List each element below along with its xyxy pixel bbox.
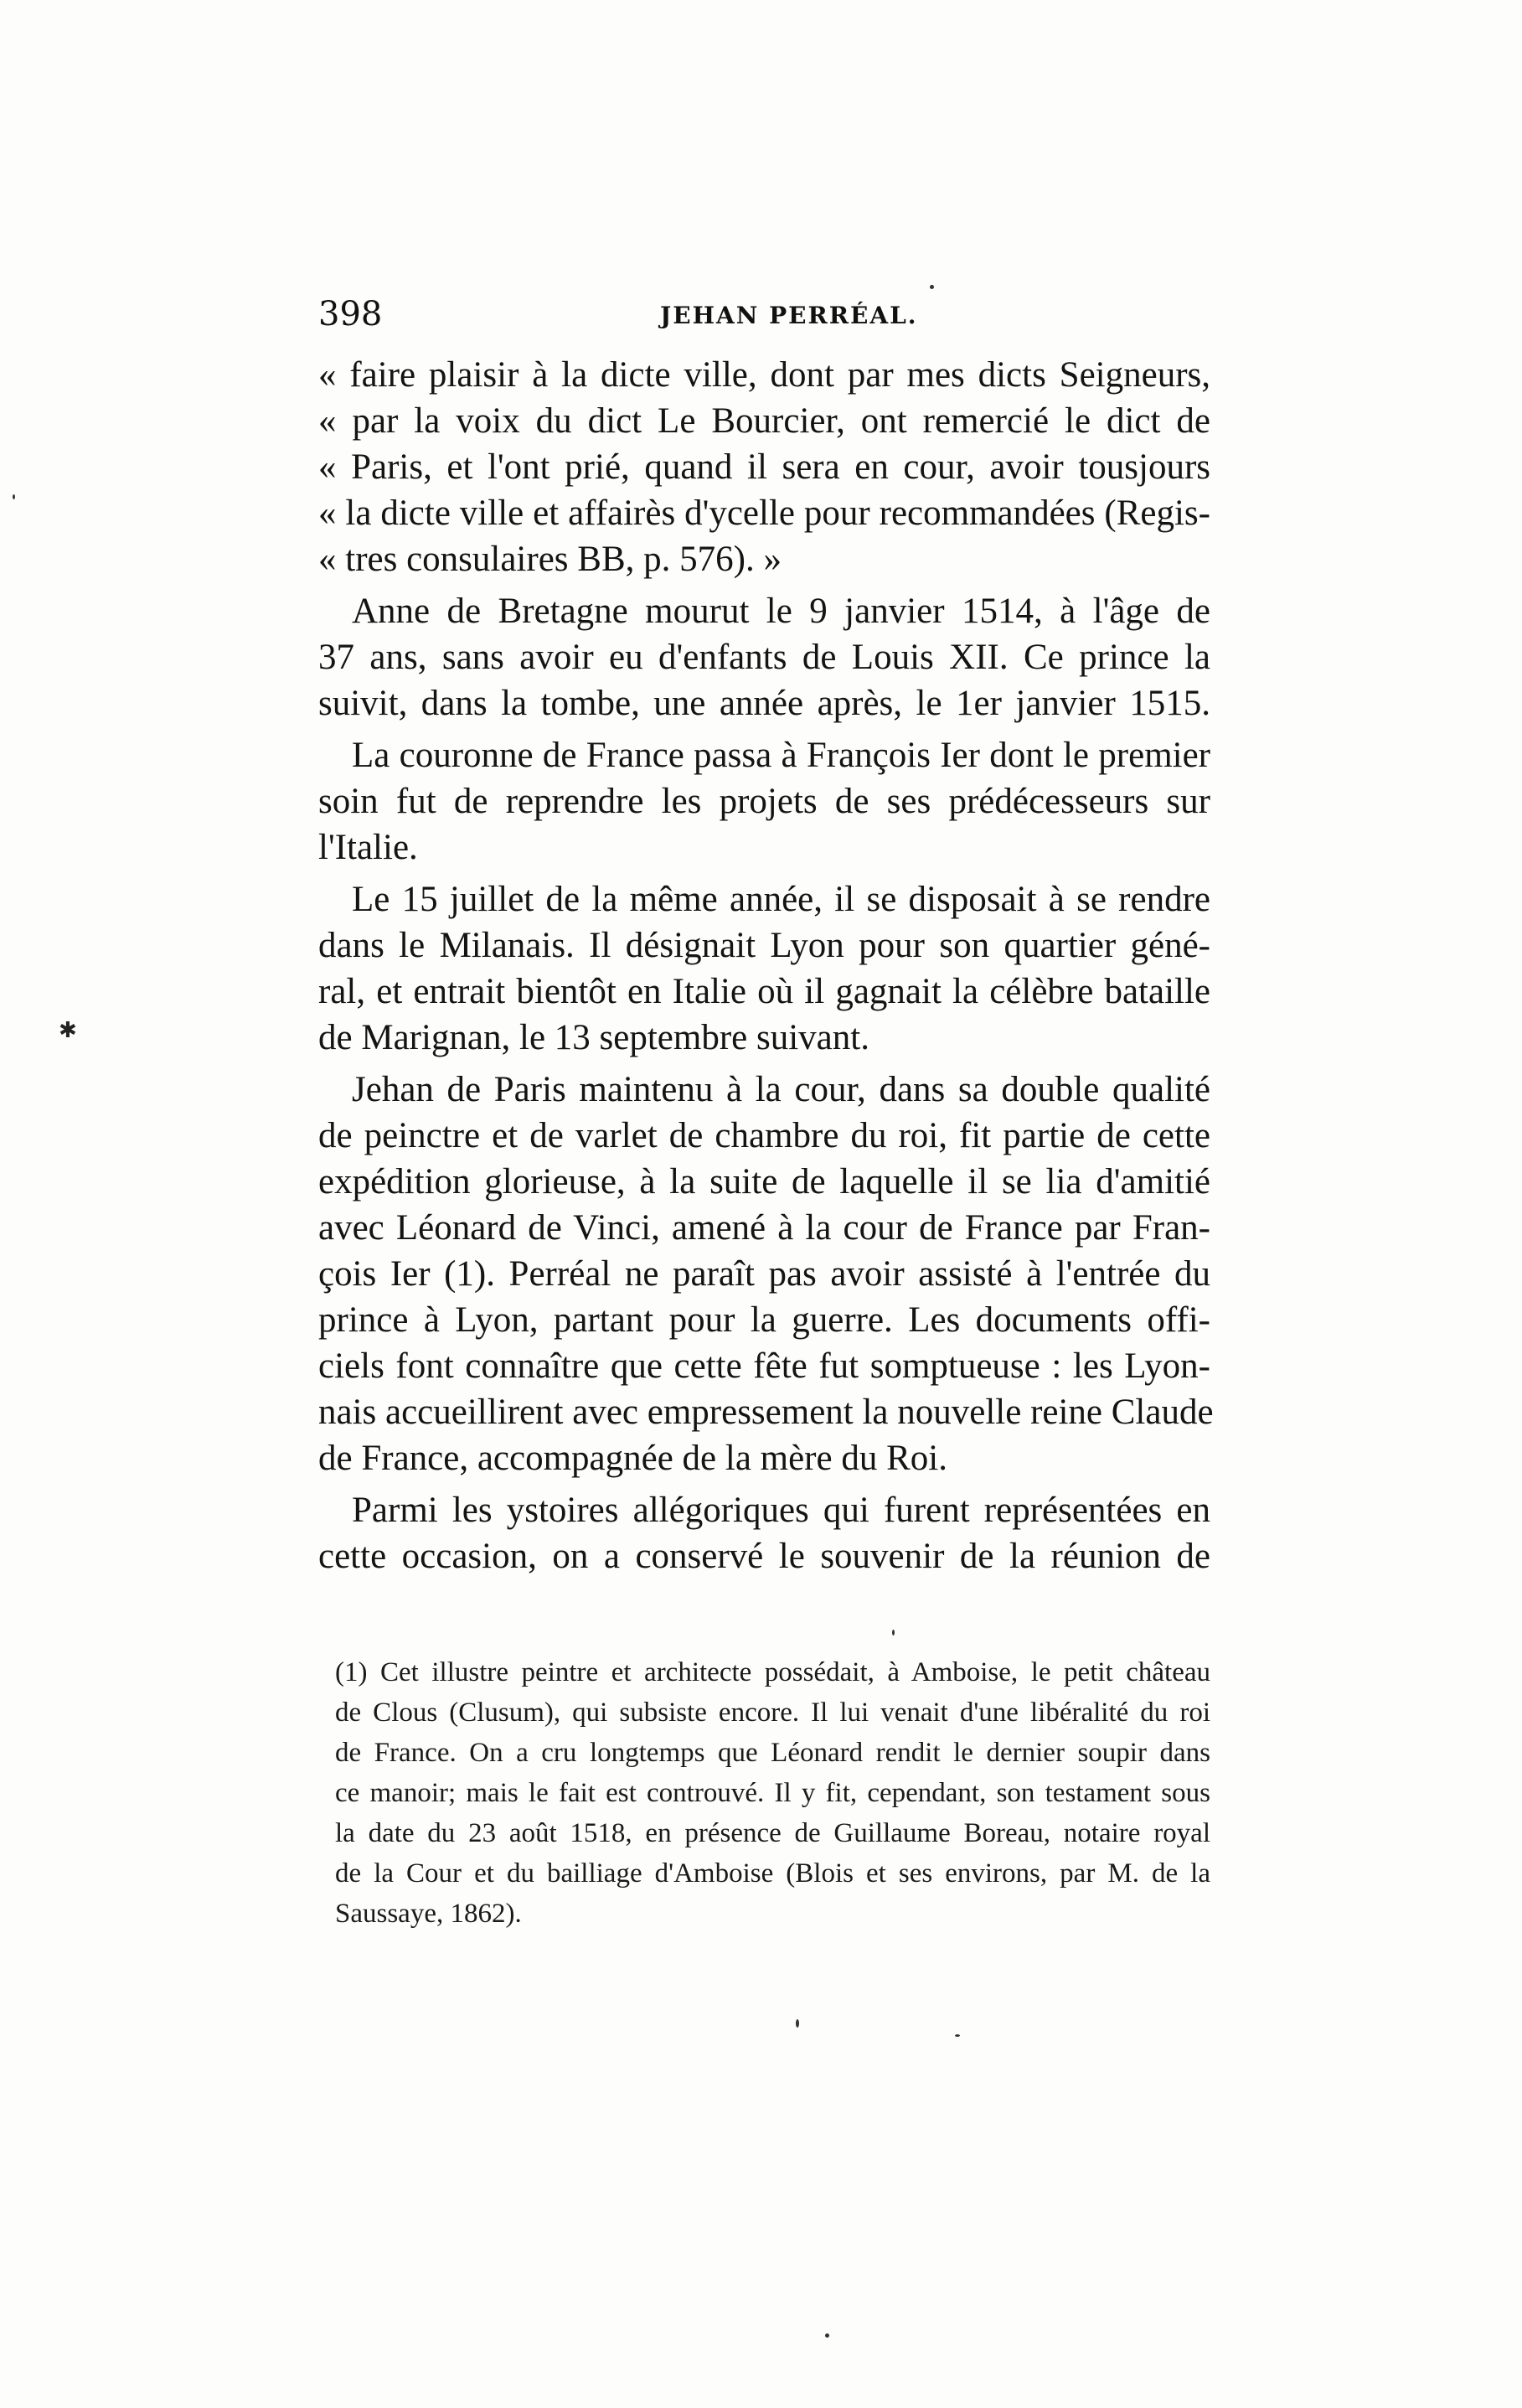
footnote-line: la date du 23 août 1518, en présence de Guillaume Boreau, notaire royal <box>335 1818 1210 1848</box>
footnotes <box>335 1652 1210 1934</box>
text-line: La couronne de France passa à François Ier dont le premier <box>352 736 1210 775</box>
text-line: cette occasion, on a conservé le souvenir de la réunion de <box>318 1537 1210 1576</box>
footnote-line: de la Cour et du bailliage d'Amboise (Blois et ses environs, par M. de la <box>335 1858 1210 1889</box>
text-line: expédition glorieuse, à la suite de laquelle il se lia d'amitié <box>318 1162 1210 1201</box>
text-line: nais accueillirent avec empressement la nouvelle reine Claude <box>318 1393 1214 1432</box>
text-line: suivit, dans la tombe, une année après, le 1er janvier 1515. <box>318 684 1210 723</box>
text-line: Parmi les ystoires allégoriques qui furent représentées en <box>352 1491 1210 1530</box>
text-line: « Paris, et l'ont prié, quand il sera en cour, avoir tousjours <box>318 447 1210 487</box>
speck <box>955 2034 960 2037</box>
text-line: avec Léonard de Vinci, amené à la cour de France par Fran- <box>318 1208 1210 1248</box>
margin-mark-icon: ✱ <box>59 1018 77 1043</box>
footnote-line: ce manoir; mais le fait est controuvé. Il y fit, cependant, son testament sous <box>335 1778 1210 1808</box>
text-line: « faire plaisir à la dicte ville, dont par mes dicts Seigneurs, <box>318 355 1210 395</box>
speck <box>892 1630 895 1635</box>
text-line: Le 15 juillet de la même année, il se disposait à se rendre <box>352 880 1210 919</box>
text-line: « la dicte ville et affairès d'ycelle pour recommandées (Regis- <box>318 493 1210 533</box>
footnote-line: Saussaye, 1862). <box>335 1899 522 1929</box>
text-line: de peinctre et de varlet de chambre du roi, fit partie de cette <box>318 1116 1210 1155</box>
text-line: ral, et entrait bientôt en Italie où il gagnait la célèbre bataille <box>318 972 1210 1011</box>
text-line: « tres consulaires BB, p. 576). » <box>318 540 782 579</box>
text-line: dans le Milanais. Il désignait Lyon pour son quartier géné- <box>318 926 1210 965</box>
text-line: Jehan de Paris maintenu à la cour, dans sa double qualité <box>352 1070 1210 1109</box>
speck <box>13 494 15 499</box>
text-line: 37 ans, sans avoir eu d'enfants de Louis XII. Ce prince la <box>318 638 1210 677</box>
text-line: Anne de Bretagne mourut le 9 janvier 1514, à l'âge de <box>352 592 1210 631</box>
text-line: ciels font connaître que cette fête fut somptueuse : les Lyon- <box>318 1346 1210 1386</box>
speck <box>796 2019 799 2028</box>
footnote-line: de Clous (Clusum), qui subsiste encore. Il lui venait d'une libéralité du roi <box>335 1697 1210 1728</box>
text-line: prince à Lyon, partant pour la guerre. Les documents offi- <box>318 1300 1210 1340</box>
page-number: 398 <box>318 295 383 333</box>
speck <box>930 285 934 289</box>
running-title: JEHAN PERRÉAL. <box>660 302 918 329</box>
text-line: de France, accompagnée de la mère du Roi. <box>318 1439 947 1478</box>
text-line: çois Ier (1). Perréal ne paraît pas avoir assisté à l'entrée du <box>318 1254 1210 1294</box>
text-line: soin fut de reprendre les projets de ses prédécesseurs sur <box>318 782 1210 821</box>
page-header <box>318 295 1223 337</box>
speck <box>825 2333 829 2338</box>
text-line: l'Italie. <box>318 828 418 867</box>
footnote-line: (1) Cet illustre peintre et architecte possédait, à Amboise, le petit château <box>335 1657 1210 1687</box>
text-line: de Marignan, le 13 septembre suivant. <box>318 1018 869 1057</box>
text-line: « par la voix du dict Le Bourcier, ont remercié le dict de <box>318 401 1210 441</box>
footnote-line: de France. On a cru longtemps que Léonard rendit le dernier soupir dans <box>335 1738 1210 1768</box>
body-text <box>318 352 1214 1579</box>
